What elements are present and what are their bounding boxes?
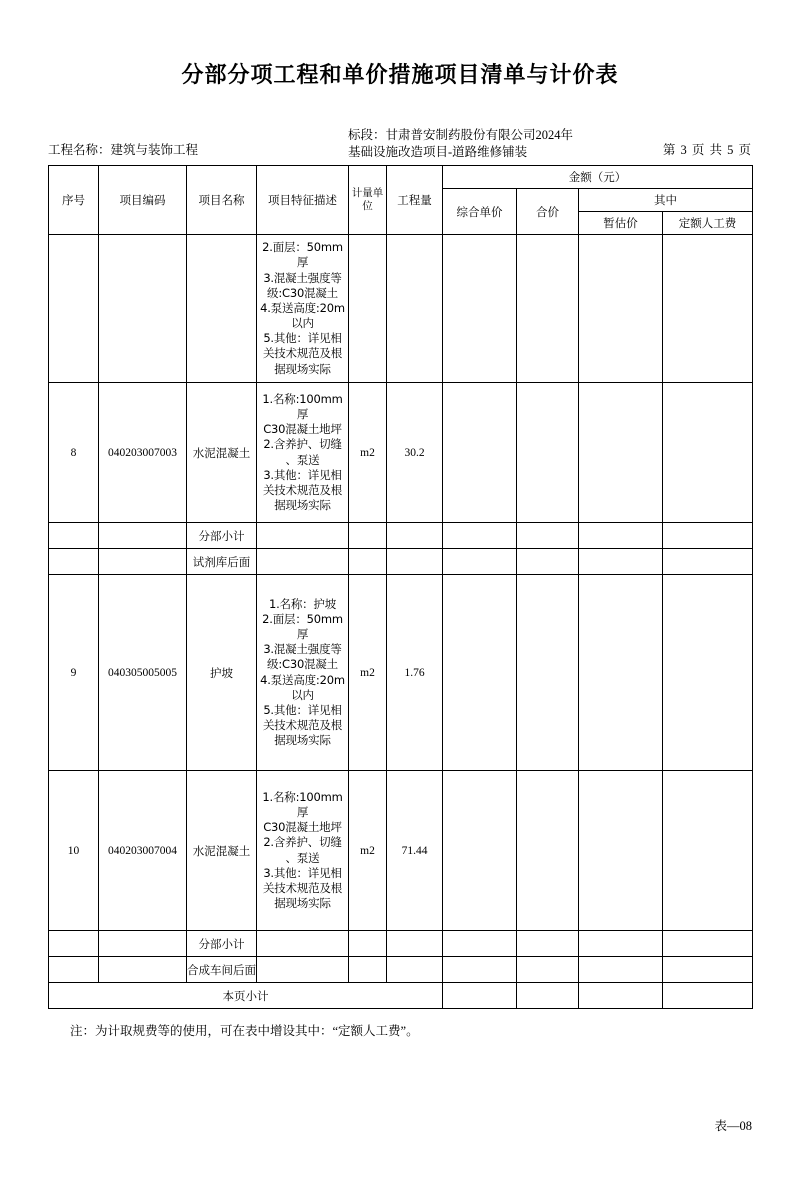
cell-feature — [257, 235, 349, 383]
cell-unit-price — [443, 523, 517, 549]
cell-estimated-price — [579, 771, 663, 931]
feature-line: 据现场实际 — [274, 361, 331, 376]
th-estimated-price: 暂估价 — [579, 212, 663, 235]
cell-feature — [257, 957, 349, 983]
table-head — [49, 166, 753, 235]
feature-line: 据现场实际 — [274, 733, 331, 748]
cell-estimated-price — [579, 983, 663, 1009]
th-code: 项目编码 — [99, 166, 187, 235]
feature-line: 关技术规范及根 — [262, 346, 343, 361]
cell-seq — [49, 931, 99, 957]
cell-unit-price — [443, 549, 517, 575]
cell-estimated-price — [579, 575, 663, 771]
feature-line: 以内 — [291, 687, 314, 702]
cell-seq — [49, 235, 99, 383]
cell-unit-price — [443, 235, 517, 383]
table-row — [49, 931, 753, 957]
th-labor-cost: 定额人工费 — [663, 212, 753, 235]
cell-labor-cost — [663, 957, 753, 983]
feature-line: C30混凝土地坪 — [263, 422, 342, 437]
cell-code: 040203007003 — [99, 383, 187, 523]
feature-line: 、泵送 — [285, 452, 320, 467]
cell-seq: 8 — [49, 383, 99, 523]
cell-quantity — [387, 523, 443, 549]
feature-line: 3.其他：详见相 — [263, 865, 342, 880]
cell-total-price — [517, 771, 579, 931]
feature-line: 关技术规范及根 — [262, 718, 343, 733]
cell-total-price — [517, 957, 579, 983]
cell-seq: 10 — [49, 771, 99, 931]
table-row — [49, 235, 753, 383]
th-unit-price: 综合单价 — [443, 189, 517, 235]
cell-unit-price — [443, 931, 517, 957]
feature-line: 5.其他：详见相 — [263, 702, 342, 717]
cell-code — [99, 957, 187, 983]
feature-line: 4.泵送高度:20m — [260, 672, 345, 687]
table-row — [49, 575, 753, 771]
page-total-label: 本页小计 — [49, 983, 443, 1009]
cell-code — [99, 523, 187, 549]
table-row — [49, 523, 753, 549]
cell-labor-cost — [663, 931, 753, 957]
th-sub-group: 其中 — [579, 189, 753, 212]
cell-estimated-price — [579, 549, 663, 575]
cell-unit — [349, 549, 387, 575]
cell-feature — [257, 383, 349, 523]
table-row — [49, 549, 753, 575]
section-line-2: 基础设施改造项目-道路维修铺装 — [348, 145, 528, 160]
cell-name: 水泥混凝土 — [187, 771, 257, 931]
cell-labor-cost — [663, 983, 753, 1009]
feature-line: 以内 — [291, 316, 314, 331]
cell-name: 合成车间后面 — [187, 957, 257, 983]
feature-line: 5.其他：详见相 — [263, 331, 342, 346]
feature-line: 3.混凝土强度等 — [263, 270, 342, 285]
cell-labor-cost — [663, 549, 753, 575]
document-page — [0, 58, 800, 1186]
th-unit: 计量单位 — [349, 166, 387, 235]
cell-estimated-price — [579, 383, 663, 523]
table-row — [49, 957, 753, 983]
cell-code — [99, 235, 187, 383]
cell-name: 水泥混凝土 — [187, 383, 257, 523]
table-row — [49, 983, 753, 1009]
feature-line: 2.面层：50mm厚 — [262, 611, 343, 641]
cell-unit-price — [443, 383, 517, 523]
cell-seq — [49, 957, 99, 983]
feature-line: 2.面层：50mm厚 — [262, 240, 343, 270]
cell-total-price — [517, 235, 579, 383]
section-line-1: 标段：甘肃普安制药股份有限公司2024年 — [348, 128, 574, 143]
project-name: 工程名称：建筑与装饰工程 — [48, 142, 199, 157]
th-total-price: 合价 — [517, 189, 579, 235]
feature-line: 1.名称:100mm厚 — [262, 391, 343, 421]
cell-unit: m2 — [349, 383, 387, 523]
cell-labor-cost — [663, 575, 753, 771]
feature-line: 关技术规范及根 — [262, 880, 343, 895]
cell-quantity — [387, 957, 443, 983]
cell-unit-price — [443, 771, 517, 931]
table-note: 注：为计取规费等的使用，可在表中增设其中：“定额人工费”。 — [70, 1024, 419, 1038]
cell-unit — [349, 957, 387, 983]
cell-total-price — [517, 983, 579, 1009]
cell-total-price — [517, 549, 579, 575]
cell-labor-cost — [663, 523, 753, 549]
feature-line: 据现场实际 — [274, 498, 331, 513]
document-meta — [48, 127, 752, 161]
cell-estimated-price — [579, 523, 663, 549]
cell-feature — [257, 931, 349, 957]
cell-seq — [49, 549, 99, 575]
cell-labor-cost — [663, 235, 753, 383]
cell-unit — [349, 235, 387, 383]
cell-name: 试剂库后面 — [187, 549, 257, 575]
th-seq: 序号 — [49, 166, 99, 235]
feature-line: 1.名称：护坡 — [268, 596, 337, 611]
th-amount-group: 金额（元） — [443, 166, 753, 189]
cell-estimated-price — [579, 957, 663, 983]
cell-quantity — [387, 235, 443, 383]
form-code: 表—08 — [714, 1119, 752, 1133]
cell-quantity — [387, 549, 443, 575]
feature-line: 2.含养护、切缝 — [263, 835, 342, 850]
cell-name: 分部小计 — [187, 523, 257, 549]
cell-unit-price — [443, 575, 517, 771]
feature-line: 3.其他：详见相 — [263, 467, 342, 482]
cell-seq: 9 — [49, 575, 99, 771]
cell-unit: m2 — [349, 575, 387, 771]
feature-line: 级:C30混凝土 — [267, 285, 338, 300]
cell-quantity: 1.76 — [387, 575, 443, 771]
cell-feature — [257, 771, 349, 931]
cell-unit — [349, 523, 387, 549]
feature-line: 2.含养护、切缝 — [263, 437, 342, 452]
cell-labor-cost — [663, 383, 753, 523]
th-quantity: 工程量 — [387, 166, 443, 235]
feature-line: C30混凝土地坪 — [263, 820, 342, 835]
th-name: 项目名称 — [187, 166, 257, 235]
cell-quantity: 30.2 — [387, 383, 443, 523]
cell-unit — [349, 931, 387, 957]
bill-of-quantities-table — [48, 165, 753, 1009]
cell-name: 分部小计 — [187, 931, 257, 957]
cell-unit: m2 — [349, 771, 387, 931]
header-row-1 — [49, 166, 753, 189]
cell-code — [99, 931, 187, 957]
feature-line: 4.泵送高度:20m — [260, 300, 345, 315]
cell-total-price — [517, 575, 579, 771]
cell-total-price — [517, 931, 579, 957]
cell-total-price — [517, 383, 579, 523]
section-info — [348, 127, 573, 161]
cell-total-price — [517, 523, 579, 549]
cell-seq — [49, 523, 99, 549]
cell-code: 040305005005 — [99, 575, 187, 771]
page-title: 分部分项工程和单价措施项目清单与计价表 — [181, 62, 619, 87]
feature-line: 、泵送 — [285, 850, 320, 865]
cell-estimated-price — [579, 931, 663, 957]
table-row — [49, 383, 753, 523]
cell-feature — [257, 549, 349, 575]
cell-code: 040203007004 — [99, 771, 187, 931]
cell-quantity: 71.44 — [387, 771, 443, 931]
page-number: 第 3 页 共 5 页 — [662, 142, 752, 157]
cell-labor-cost — [663, 771, 753, 931]
th-feature: 项目特征描述 — [257, 166, 349, 235]
cell-code — [99, 549, 187, 575]
cell-unit-price — [443, 983, 517, 1009]
feature-line: 关技术规范及根 — [262, 482, 343, 497]
cell-feature — [257, 523, 349, 549]
cell-quantity — [387, 931, 443, 957]
cell-unit-price — [443, 957, 517, 983]
feature-line: 3.混凝土强度等 — [263, 642, 342, 657]
cell-feature — [257, 575, 349, 771]
feature-line: 据现场实际 — [274, 896, 331, 911]
table-row — [49, 771, 753, 931]
cell-name: 护坡 — [187, 575, 257, 771]
cell-name — [187, 235, 257, 383]
feature-line: 级:C30混凝土 — [267, 657, 338, 672]
feature-line: 1.名称:100mm厚 — [262, 789, 343, 819]
cell-estimated-price — [579, 235, 663, 383]
table-body — [49, 235, 753, 1009]
